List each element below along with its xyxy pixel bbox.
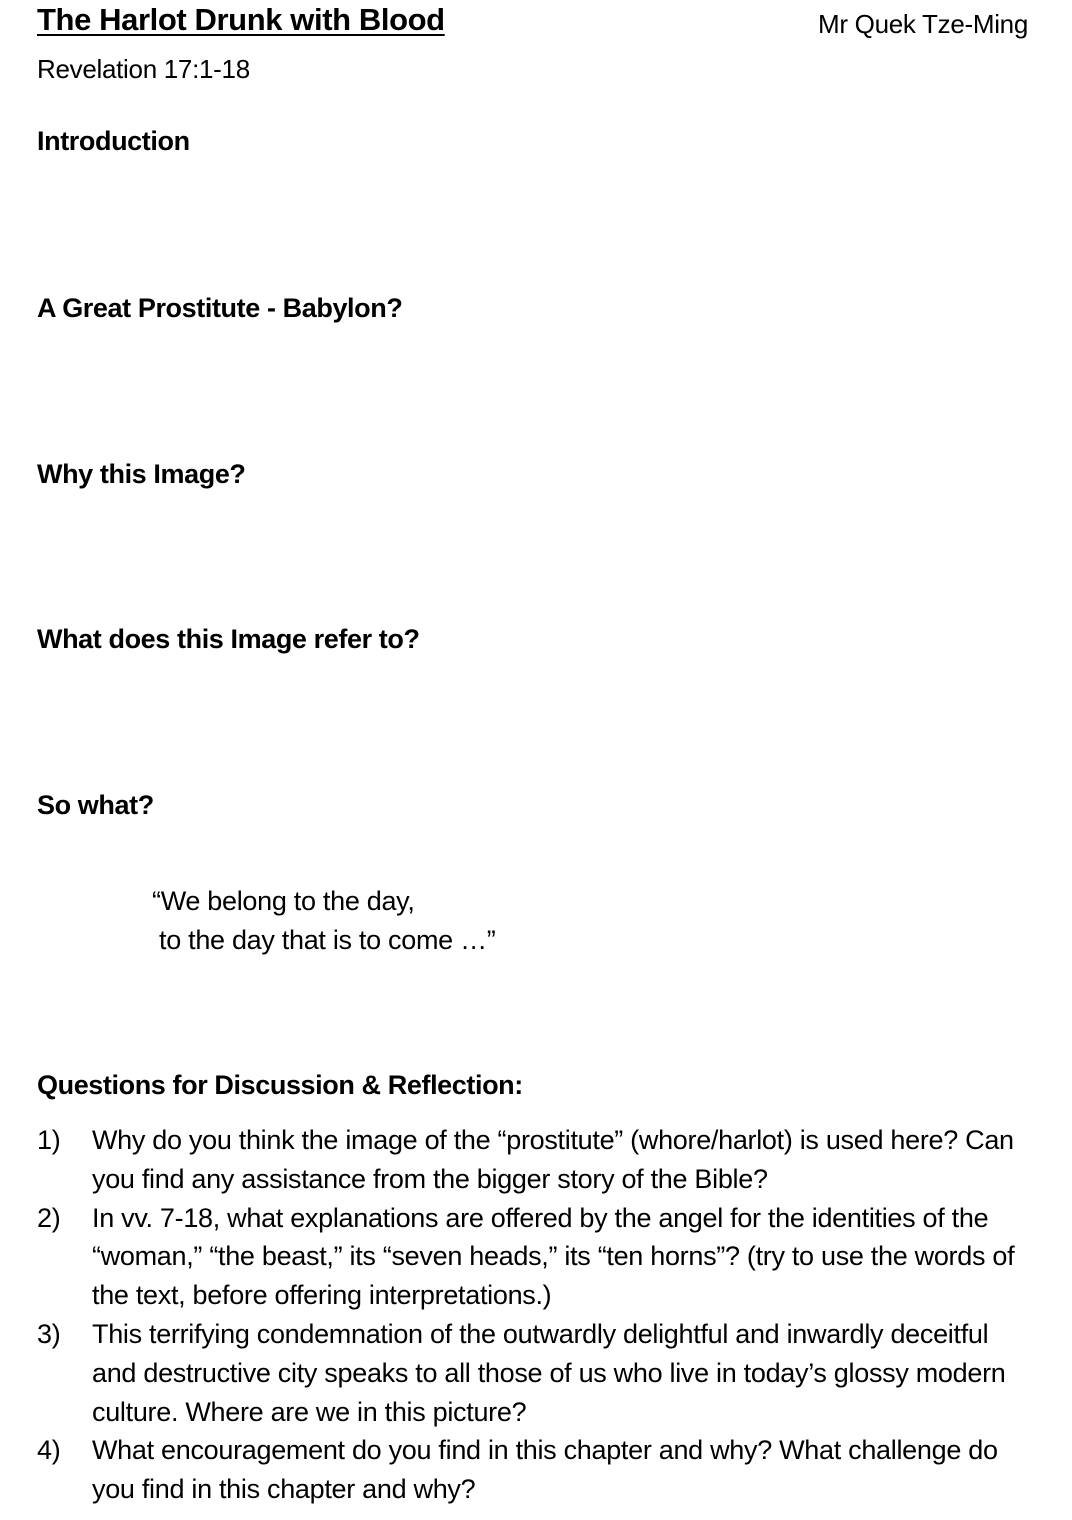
question-text: What encouragement do you find in this chapter and why? What challenge do you find in this chapter and why? xyxy=(92,1435,998,1505)
section-heading-why-this-image: Why this Image? xyxy=(37,459,246,489)
question-number: 1) xyxy=(37,1125,61,1155)
discussion-question xyxy=(37,1315,1037,1431)
discussion-question xyxy=(37,1199,1037,1315)
quotation-line-1: “We belong to the day, xyxy=(152,886,415,916)
question-text: This terrifying condemnation of the outwardly delightful and inwardly deceitful and destructive city speaks to all those of us who live in today’s glossy modern culture. Where are we in this picture? xyxy=(92,1318,1006,1427)
section-heading-great-prostitute: A Great Prostitute - Babylon? xyxy=(37,293,403,323)
section-heading-what-does-image-refer-to: What does this Image refer to? xyxy=(37,624,420,654)
question-text: In vv. 7-18, what explanations are offered by the angel for the identities of the “woman,” “the beast,” its “seven heads,” its “ten horns”? (try to use the words of the text, before offering interpretations.) xyxy=(92,1202,1015,1311)
discussion-heading: Questions for Discussion & Reflection: xyxy=(37,1070,523,1100)
question-number: 3) xyxy=(37,1318,61,1349)
question-number: 2) xyxy=(37,1202,61,1233)
discussion-question-list xyxy=(37,1121,1037,1509)
quotation xyxy=(152,882,495,960)
question-number: 4) xyxy=(37,1435,61,1466)
section-heading-so-what: So what? xyxy=(37,790,154,820)
quotation-line-2: to the day that is to come …” xyxy=(159,925,496,955)
author-name: Mr Quek Tze-Ming xyxy=(818,9,1028,39)
question-text: Why do you think the image of the “prostitute” (whore/harlot) is used here? Can you find any assistance from the bigger story of the Bible? xyxy=(92,1125,1014,1194)
document-title: The Harlot Drunk with Blood xyxy=(37,2,445,37)
discussion-question xyxy=(37,1431,1037,1509)
section-heading-introduction: Introduction xyxy=(37,126,190,156)
discussion-question xyxy=(37,1121,1037,1199)
scripture-reference: Revelation 17:1-18 xyxy=(37,54,250,84)
